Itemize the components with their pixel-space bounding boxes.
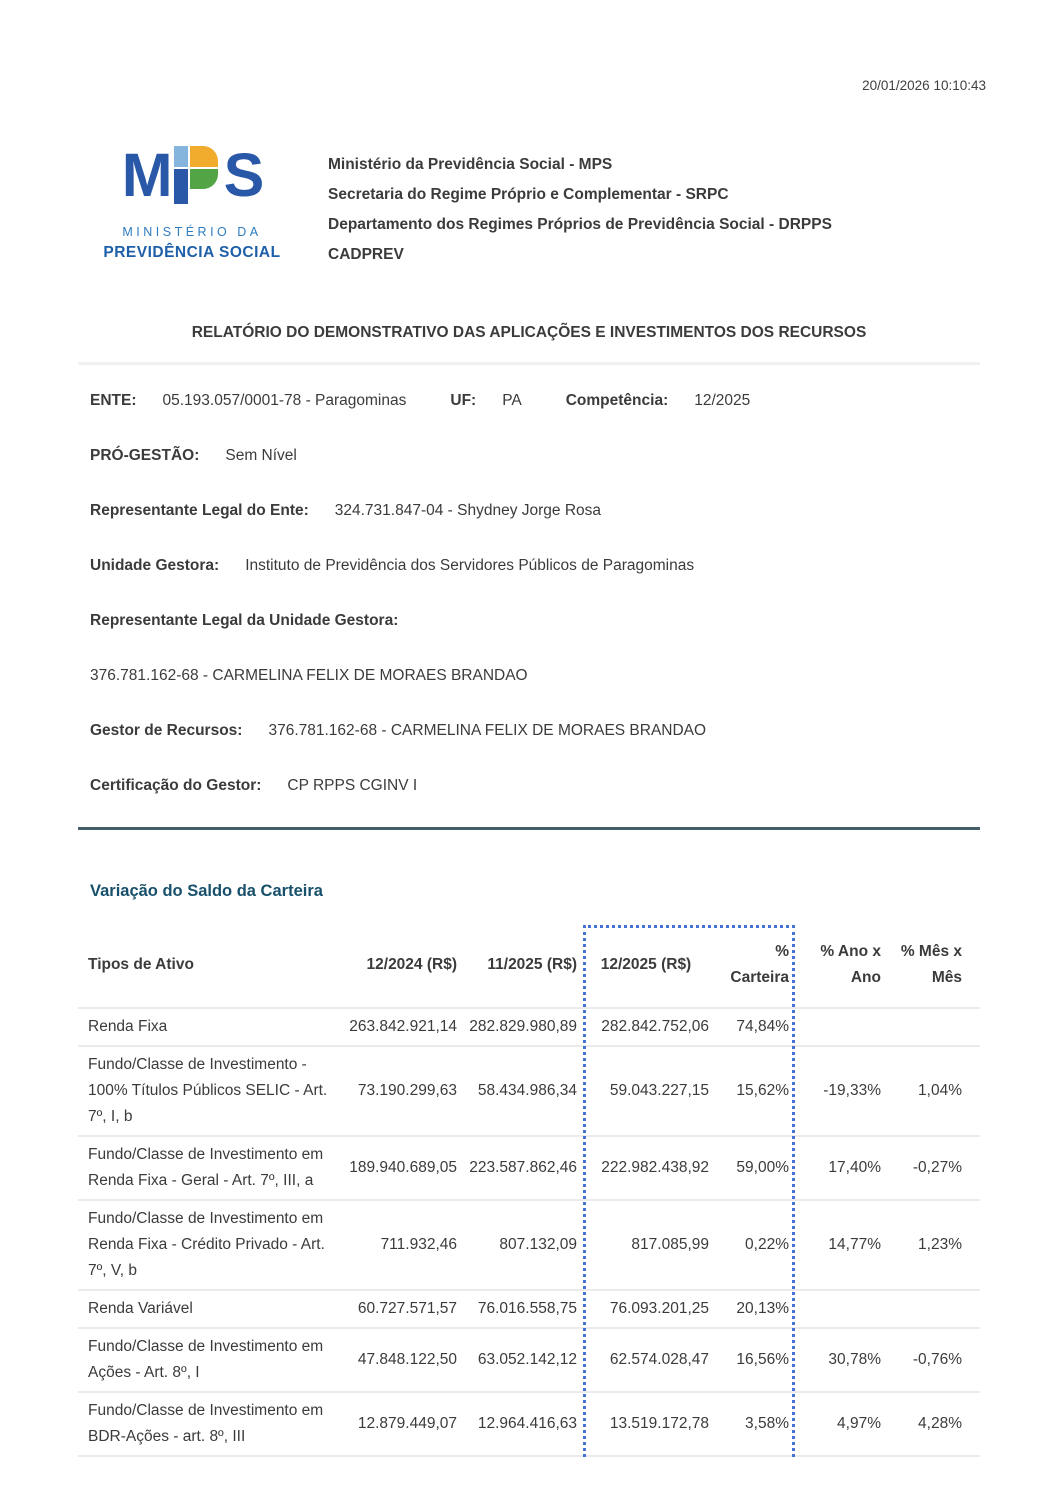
field-row (90, 502, 990, 520)
field-value: 05.193.057/0001-78 - Paragominas (162, 392, 407, 409)
table-cell: 30,78% (795, 1328, 887, 1392)
table-cell: Renda Fixa (78, 1008, 340, 1046)
field-pair (90, 777, 417, 795)
logo-previdencia-text: PREVIDÊNCIA SOCIAL (103, 244, 281, 261)
table-cell: 12.964.416,63 (463, 1392, 583, 1456)
print-timestamp: 20/01/2026 10:10:43 (862, 78, 986, 93)
table-cell: 0,22% (715, 1200, 795, 1290)
field-row (90, 557, 990, 575)
table-cell: 59.043.227,15 (583, 1046, 715, 1136)
separator-rule (78, 827, 980, 830)
table-body (78, 1008, 980, 1456)
field-value: CP RPPS CGINV I (287, 777, 418, 794)
table-cell: 807.132,09 (463, 1200, 583, 1290)
table-row (78, 1200, 980, 1290)
column-header: 12/2024 (R$) (340, 925, 463, 1008)
org-line: Secretaria do Regime Próprio e Complementar - SRPC (328, 186, 729, 203)
table-cell: 1,23% (887, 1200, 980, 1290)
table-cell: -19,33% (795, 1046, 887, 1136)
field-pair (90, 557, 694, 575)
table-cell: 15,62% (715, 1046, 795, 1136)
table-cell: Fundo/Classe de Investimento - 100% Títulos Públicos SELIC - Art. 7º, I, b (78, 1046, 340, 1136)
field-label: Gestor de Recursos: (90, 722, 243, 739)
field-pair (90, 447, 297, 465)
table-row (78, 1008, 980, 1046)
field-pair (90, 502, 601, 520)
field-label: Unidade Gestora: (90, 557, 220, 574)
field-pair (90, 722, 706, 740)
field-value: Sem Nível (225, 447, 297, 464)
table-cell: Renda Variável (78, 1290, 340, 1328)
table-cell: Fundo/Classe de Investimento em BDR-Ações - art. 8º, III (78, 1392, 340, 1456)
field-value: PA (502, 392, 522, 409)
mps-logo (92, 141, 292, 270)
field-row (90, 722, 990, 740)
field-label: ENTE: (90, 392, 137, 409)
table-cell: -0,27% (887, 1136, 980, 1200)
table-cell: 17,40% (795, 1136, 887, 1200)
table-cell: 76.093.201,25 (583, 1290, 715, 1328)
field-pair (90, 392, 406, 410)
column-header: % Ano x Ano (795, 925, 887, 1008)
table-header (78, 925, 980, 1008)
table-cell: 3,58% (715, 1392, 795, 1456)
field-label: Representante Legal da Unidade Gestora: (90, 612, 399, 629)
table-cell: 74,84% (715, 1008, 795, 1046)
field-row (90, 392, 990, 410)
table-cell: 12.879.449,07 (340, 1392, 463, 1456)
field-pair (566, 392, 751, 410)
field-label: UF: (450, 392, 477, 409)
field-label: Representante Legal do Ente: (90, 502, 309, 519)
logo-letter-m: M (121, 141, 171, 209)
table-cell: 20,13% (715, 1290, 795, 1328)
table-cell: 1,04% (887, 1046, 980, 1136)
mps-logo-acronym (92, 141, 292, 210)
table-cell: 189.940.689,05 (340, 1136, 463, 1200)
table-cell: 47.848.122,50 (340, 1328, 463, 1392)
logo-letter-s: S (223, 141, 263, 209)
field-row (90, 447, 990, 465)
field-value: 324.731.847-04 - Shydney Jorge Rosa (334, 502, 602, 519)
table-header-row (78, 925, 980, 1008)
table-row (78, 1046, 980, 1136)
document-header (92, 141, 832, 270)
table-cell: 59,00% (715, 1136, 795, 1200)
report-title: RELATÓRIO DO DEMONSTRATIVO DAS APLICAÇÕES E INVESTIMENTOS DOS RECURSOS (78, 324, 980, 365)
column-header: % Mês x Mês (887, 925, 980, 1008)
field-pair (450, 392, 521, 410)
table-cell: 263.842.921,14 (340, 1008, 463, 1046)
table-cell: Fundo/Classe de Investimento em Ações - Art. 8º, I (78, 1328, 340, 1392)
table-cell (795, 1290, 887, 1328)
table-cell: 817.085,99 (583, 1200, 715, 1290)
field-value: 12/2025 (694, 392, 751, 409)
table-cell: 223.587.862,46 (463, 1136, 583, 1200)
table-cell: 63.052.142,12 (463, 1328, 583, 1392)
logo-p-lightblue-quadrant (174, 146, 188, 167)
field-label: Certificação do Gestor: (90, 777, 262, 794)
table-cell: 60.727.571,57 (340, 1290, 463, 1328)
table-cell: 62.574.028,47 (583, 1328, 715, 1392)
portfolio-variation-table (78, 925, 980, 1457)
field-row (90, 667, 990, 685)
table-row (78, 1328, 980, 1392)
table-cell (795, 1008, 887, 1046)
logo-ministerio-text: MINISTÉRIO DA (122, 225, 262, 239)
table-cell: 14,77% (795, 1200, 887, 1290)
field-label: PRÓ-GESTÃO: (90, 447, 200, 464)
column-header: 11/2025 (R$) (463, 925, 583, 1008)
table-cell: Fundo/Classe de Investimento em Renda Fixa - Crédito Privado - Art. 7º, V, b (78, 1200, 340, 1290)
table-cell: 58.434.986,34 (463, 1046, 583, 1136)
table-cell: 76.016.558,75 (463, 1290, 583, 1328)
section-heading: Variação do Saldo da Carteira (90, 882, 323, 900)
column-header: Tipos de Ativo (78, 925, 340, 1008)
table-row (78, 1392, 980, 1456)
table-cell: 711.932,46 (340, 1200, 463, 1290)
field-value: Instituto de Previdência dos Servidores Públicos de Paragominas (245, 557, 695, 574)
field-pair (90, 612, 398, 630)
portfolio-table-wrap (78, 925, 980, 1457)
org-line: Departamento dos Regimes Próprios de Previdência Social - DRPPS (328, 216, 832, 233)
logo-p-yellow-quadrant (190, 146, 218, 167)
logo-p-stem (174, 169, 188, 204)
field-pair (90, 667, 528, 685)
table-cell: 4,28% (887, 1392, 980, 1456)
report-fields (90, 392, 990, 832)
field-value: 376.781.162-68 - CARMELINA FELIX DE MORAES BRANDAO (268, 722, 707, 739)
table-cell: 13.519.172,78 (583, 1392, 715, 1456)
column-header: 12/2025 (R$) (583, 925, 715, 1008)
column-header: % Carteira (715, 925, 795, 1008)
logo-p-glyph-icon (174, 146, 221, 204)
field-row (90, 612, 990, 630)
field-row (90, 777, 990, 795)
table-row (78, 1136, 980, 1200)
table-cell: -0,76% (887, 1328, 980, 1392)
table-cell: 222.982.438,92 (583, 1136, 715, 1200)
field-label: Competência: (565, 392, 669, 409)
org-line: Ministério da Previdência Social - MPS (328, 156, 613, 173)
table-cell: 4,97% (795, 1392, 887, 1456)
table-cell (887, 1290, 980, 1328)
table-cell: 73.190.299,63 (340, 1046, 463, 1136)
field-value: 376.781.162-68 - CARMELINA FELIX DE MORAES BRANDAO (90, 667, 528, 684)
table-cell: 282.829.980,89 (463, 1008, 583, 1046)
org-hierarchy-lines (328, 146, 832, 270)
org-line: CADPREV (328, 246, 404, 263)
logo-p-green-quadrant (190, 169, 218, 189)
table-cell: 282.842.752,06 (583, 1008, 715, 1046)
table-cell: 16,56% (715, 1328, 795, 1392)
table-cell (887, 1008, 980, 1046)
table-row (78, 1290, 980, 1328)
table-cell: Fundo/Classe de Investimento em Renda Fixa - Geral - Art. 7º, III, a (78, 1136, 340, 1200)
